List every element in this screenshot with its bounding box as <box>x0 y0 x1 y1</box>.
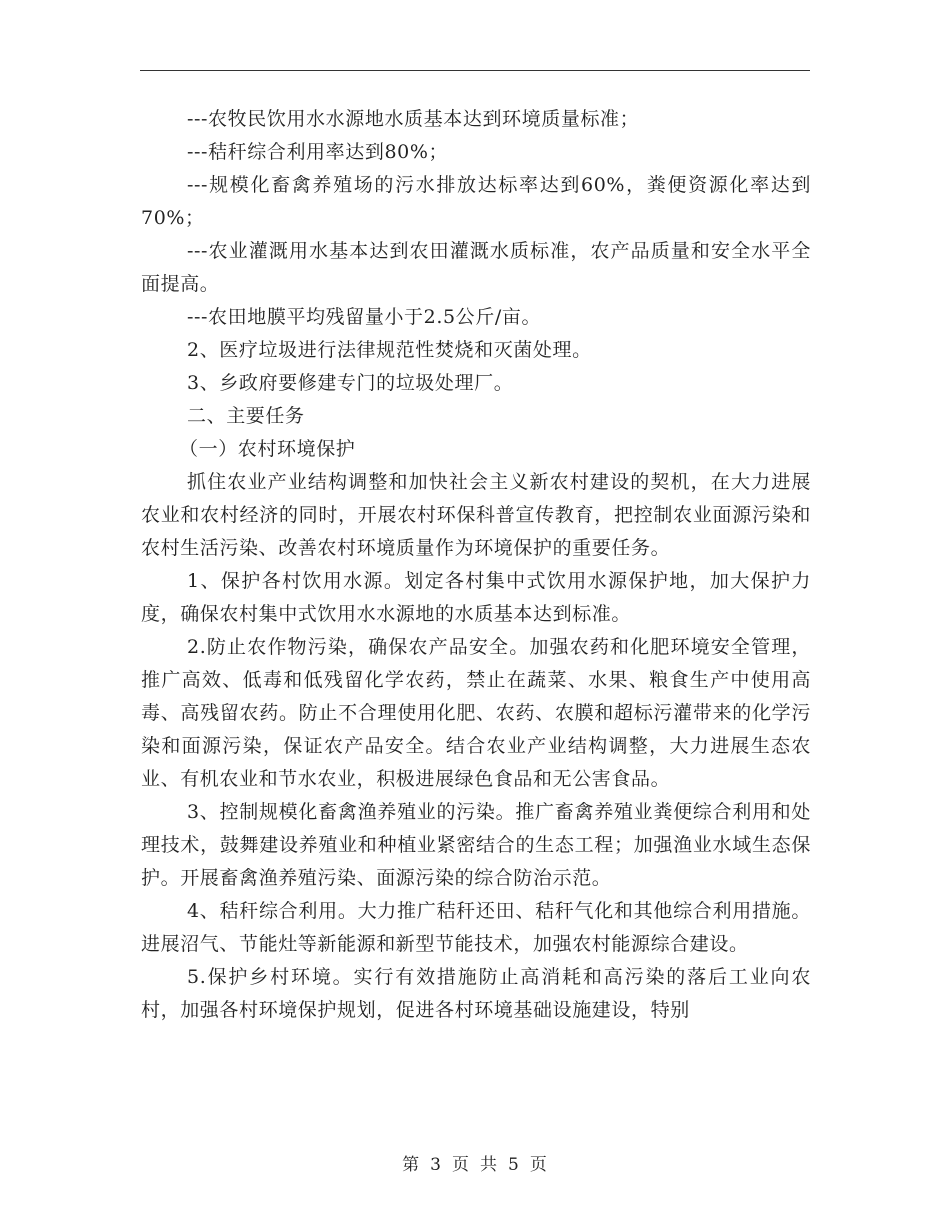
paragraph: ---秸秆综合利用率达到80%； <box>187 141 449 163</box>
header-rule <box>140 70 810 71</box>
paragraph: 3、乡政府要修建专门的垃圾处理厂。 <box>187 372 514 394</box>
subsection-heading: （一）农村环境保护 <box>179 438 356 460</box>
paragraph: 4、秸秆综合利用。大力推广秸秆还田、秸秆气化和其他综合利用措施。进展沼气、节能灶等新能源和新型节能技术，加强农村能源综合建设。 <box>141 900 811 955</box>
page-prefix: 第 <box>402 1155 421 1175</box>
paragraph: 2.防止农作物污染，确保农产品安全。加强农药和化肥环境安全管理，推广高效、低毒和低残留化学农药，禁止在蔬菜、水果、粮食生产中使用高毒、高残留农药。防止不合理使用化肥、农药、农膜和超标污灌带来的化学污染和面源污染，保证农产品安全。结合农业产业结构调整，大力进展生态农业、有机农业和节水农业，积极进展绿色食品和无公害食品。 <box>141 636 811 790</box>
page-total: 5 <box>508 1155 520 1175</box>
paragraph: ---农业灌溉用水基本达到农田灌溉水质标准，农产品质量和安全水平全面提高。 <box>141 240 811 295</box>
section-heading: 二、主要任务 <box>187 405 305 427</box>
paragraph: ---农田地膜平均残留量小于2.5公斤/亩。 <box>187 306 542 328</box>
page-total-label: 共 <box>480 1155 498 1175</box>
paragraph: 1、保护各村饮用水源。划定各村集中式饮用水源保护地，加大保护力度，确保农村集中式饮用水水源地的水质基本达到标准。 <box>141 570 811 625</box>
document-body <box>141 103 811 1027</box>
page-current: 3 <box>430 1155 442 1175</box>
paragraph: 5.保护乡村环境。实行有效措施防止高消耗和高污染的落后工业向农村，加强各村环境保护规划，促进各村环境基础设施建设，特别 <box>141 966 811 1021</box>
page-number <box>0 1150 950 1175</box>
paragraph: ---农牧民饮用水水源地水质基本达到环境质量标准； <box>187 108 640 130</box>
paragraph: ---规模化畜禽养殖场的污水排放达标率达到60%，粪便资源化率达到70%； <box>141 174 811 229</box>
paragraph: 抓住农业产业结构调整和加快社会主义新农村建设的契机，在大力进展农业和农村经济的同时，开展农村环保科普宣传教育，把控制农业面源污染和农村生活污染、改善农村环境质量作为环境保护的重要任务。 <box>141 471 811 559</box>
paragraph: 2、医疗垃圾进行法律规范性焚烧和灭菌处理。 <box>187 339 592 361</box>
page-label: 页 <box>452 1155 470 1175</box>
paragraph: 3、控制规模化畜禽渔养殖业的污染。推广畜禽养殖业粪便综合利用和处理技术，鼓舞建设养殖业和种植业紧密结合的生态工程；加强渔业水域生态保护。开展畜禽渔养殖污染、面源污染的综合防治示范。 <box>141 801 811 889</box>
page-suffix: 页 <box>529 1155 548 1175</box>
